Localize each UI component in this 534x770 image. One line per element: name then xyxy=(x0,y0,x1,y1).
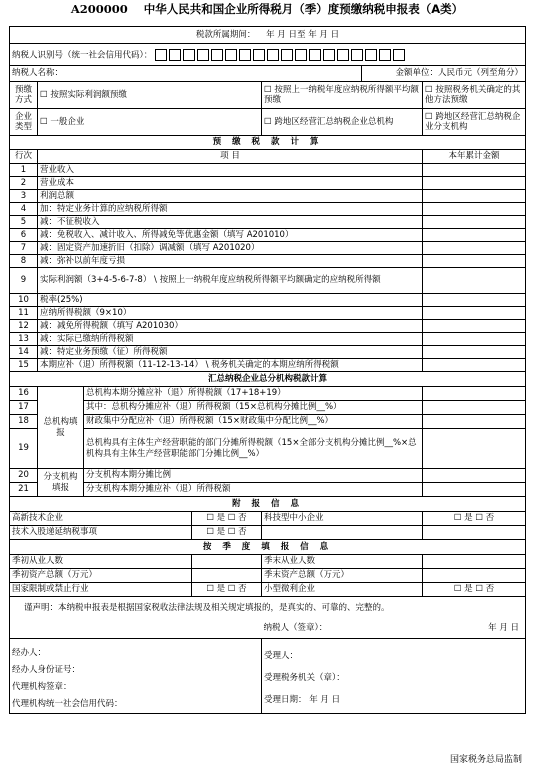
line-no: 3 xyxy=(10,190,38,203)
emp-begin-value[interactable] xyxy=(192,555,262,569)
tech-sme-label: 科技型中小企业 xyxy=(262,512,423,526)
quarterly-row-2 xyxy=(10,569,526,583)
quarterly-row-3 xyxy=(10,583,526,597)
enterprise-type-label: 企业类型 xyxy=(10,109,38,136)
line-row xyxy=(10,177,526,190)
period-label: 税款所属期间： xyxy=(195,29,256,40)
assets-begin-label: 季初资产总额（万元） xyxy=(10,569,192,583)
line-no: 14 xyxy=(10,346,38,359)
line-label: 减：减免所得税额（填写 A201030） xyxy=(38,320,423,333)
tech-sme-choice[interactable]: ☐ 是 ☐ 否 xyxy=(423,512,526,526)
line-amount[interactable] xyxy=(423,307,526,320)
line-label: 应纳所得税额（9×10） xyxy=(38,307,423,320)
restricted-label: 国家限制或禁止行业 xyxy=(10,583,192,597)
prepay-method-option-2[interactable]: ☐ 按照上一纳税年度应纳税所得额平均额预缴 xyxy=(262,82,423,109)
line-label: 其中：总机构分摊应补（退）所得税额（15×总机构分摊比例__%） xyxy=(84,401,423,415)
empty-cell xyxy=(423,526,526,540)
emp-end-label: 季末从业人数 xyxy=(262,555,423,569)
line-no: 18 xyxy=(10,415,38,429)
line-row xyxy=(10,190,526,203)
header-cumulative: 本年累计金额 xyxy=(423,150,526,164)
attached-row-1 xyxy=(10,512,526,526)
line-amount[interactable] xyxy=(423,229,526,242)
line-row xyxy=(10,320,526,333)
line-no: 1 xyxy=(10,164,38,177)
header-row-no: 行次 xyxy=(10,150,38,164)
agency-code-label[interactable]: 代理机构统一社会信用代码： xyxy=(12,699,123,709)
line-no: 15 xyxy=(10,359,38,372)
line-row xyxy=(10,359,526,372)
summary-row xyxy=(10,483,526,497)
line-amount[interactable] xyxy=(423,469,526,483)
line-no: 12 xyxy=(10,320,38,333)
line-amount[interactable] xyxy=(423,268,526,294)
small-profit-choice[interactable]: ☐ 是 ☐ 否 xyxy=(423,583,526,597)
receive-date-label[interactable]: 受理日期： 年 月 日 xyxy=(264,695,341,705)
taxpayer-id-cell[interactable] xyxy=(10,44,526,66)
line-no: 11 xyxy=(10,307,38,320)
line-amount[interactable] xyxy=(423,333,526,346)
enterprise-type-option-3[interactable]: ☐ 跨地区经营汇总纳税企业分支机构 xyxy=(423,109,526,136)
empty-cell xyxy=(10,619,262,639)
line-label: 本期应补（退）所得税额（11-12-13-14） \ 税务机关确定的本期应纳所得税额 xyxy=(38,359,423,372)
taxpayer-name-label: 纳税人名称： xyxy=(12,68,64,79)
line-amount[interactable] xyxy=(423,294,526,307)
agent-block xyxy=(10,639,262,714)
summary-row xyxy=(10,415,526,429)
high-tech-label: 高新技术企业 xyxy=(10,512,192,526)
enterprise-type-row xyxy=(10,109,526,136)
line-amount[interactable] xyxy=(423,483,526,497)
column-header-row xyxy=(10,150,526,164)
line-amount[interactable] xyxy=(423,429,526,469)
line-no: 6 xyxy=(10,229,38,242)
prepay-method-row xyxy=(10,82,526,109)
agency-seal-label[interactable]: 代理机构签章： xyxy=(12,682,72,692)
line-row xyxy=(10,164,526,177)
supervisor-footer: 国家税务总局监制 xyxy=(449,755,522,765)
signature-label[interactable]: 纳税人（签章）： xyxy=(262,619,423,639)
line-label: 减：固定资产加速折旧（扣除）调减额（填写 A201020） xyxy=(38,242,423,255)
enterprise-type-option-1[interactable]: ☐ 一般企业 xyxy=(38,109,262,136)
declaration-row xyxy=(10,597,526,619)
taxpayer-name-row xyxy=(10,66,526,82)
prepay-method-option-1[interactable]: ☐ 按照实际利润额预缴 xyxy=(38,82,262,109)
line-amount[interactable] xyxy=(423,415,526,429)
summary-row xyxy=(10,429,526,469)
receiver-label[interactable]: 受理人： xyxy=(264,651,299,661)
emp-begin-label: 季初从业人数 xyxy=(10,555,192,569)
line-no: 13 xyxy=(10,333,38,346)
signature-date: 年 月 日 xyxy=(423,619,526,639)
high-tech-choice[interactable]: ☐ 是 ☐ 否 xyxy=(192,512,262,526)
line-label: 减：免税收入、减计收入、所得减免等优惠金额（填写 A201010） xyxy=(38,229,423,242)
line-amount[interactable] xyxy=(423,387,526,401)
line-row xyxy=(10,268,526,294)
line-label: 总机构本期分摊应补（退）所得税额（17+18+19） xyxy=(84,387,423,401)
branch-fill-label: 分支机构填报 xyxy=(38,469,84,497)
form-title-text: 中华人民共和国企业所得税月（季）度预缴纳税申报表（A类） xyxy=(143,2,464,16)
tax-form-table xyxy=(9,26,526,714)
signature-row xyxy=(10,619,526,639)
line-amount[interactable] xyxy=(423,190,526,203)
line-row xyxy=(10,294,526,307)
section-summary-title: 汇总纳税企业总分机构税款计算 xyxy=(10,372,526,387)
line-amount[interactable] xyxy=(423,401,526,415)
line-label: 分支机构本期分摊比例 xyxy=(84,469,423,483)
line-amount[interactable] xyxy=(423,346,526,359)
emp-end-value[interactable] xyxy=(423,555,526,569)
period-cell[interactable] xyxy=(10,27,526,44)
line-no: 19 xyxy=(10,429,38,469)
line-label: 营业收入 xyxy=(38,164,423,177)
summary-row xyxy=(10,401,526,415)
section-prepay xyxy=(10,136,526,150)
currency-label: 金额单位：人民币元（列至角分） xyxy=(395,68,524,79)
line-label: 减：不征税收入 xyxy=(38,216,423,229)
line-no: 17 xyxy=(10,401,38,415)
section-quarterly xyxy=(10,540,526,555)
prepay-method-label: 预缴方式 xyxy=(10,82,38,109)
form-code: A200000 xyxy=(70,2,128,16)
assets-begin-value[interactable] xyxy=(192,569,262,583)
line-label: 税率(25%) xyxy=(38,294,423,307)
line-no: 20 xyxy=(10,469,38,483)
line-label: 财政集中分配应补（退）所得税额（15×财政集中分配比例__%） xyxy=(84,415,423,429)
line-no: 10 xyxy=(10,294,38,307)
assets-end-label: 季末资产总额（万元） xyxy=(262,569,423,583)
line-amount[interactable] xyxy=(423,255,526,268)
prepay-method-option-3[interactable]: ☐ 按照税务机关确定的其他方法预缴 xyxy=(423,82,526,109)
period-value: 年 月 日至 年 月 日 xyxy=(266,29,340,40)
line-label: 实际利润额（3+4-5-6-7-8） \ 按照上一纳税年度应纳税所得额平均额确定的应纳税所得额 xyxy=(38,268,423,294)
empty-cell xyxy=(262,526,423,540)
small-profit-label: 小型微利企业 xyxy=(262,583,423,597)
line-amount[interactable] xyxy=(423,216,526,229)
period-row xyxy=(10,27,526,44)
attached-row-2 xyxy=(10,526,526,540)
tax-office-label[interactable]: 受理税务机关（章）： xyxy=(264,673,345,683)
taxpayer-id-boxes[interactable] xyxy=(155,49,405,61)
line-no: 7 xyxy=(10,242,38,255)
hq-fill-label: 总机构填报 xyxy=(38,387,84,469)
line-row xyxy=(10,255,526,268)
currency-cell xyxy=(362,66,526,82)
taxpayer-id-row xyxy=(10,44,526,66)
agent-receiver-row xyxy=(10,639,526,714)
line-row xyxy=(10,307,526,320)
line-amount[interactable] xyxy=(423,320,526,333)
line-no: 4 xyxy=(10,203,38,216)
line-no: 16 xyxy=(10,387,38,401)
line-amount[interactable] xyxy=(423,164,526,177)
section-summary xyxy=(10,372,526,387)
line-no: 2 xyxy=(10,177,38,190)
summary-row xyxy=(10,469,526,483)
quarterly-row-1 xyxy=(10,555,526,569)
form-title xyxy=(0,3,534,21)
handler-id-label[interactable]: 经办人身份证号： xyxy=(12,665,81,675)
declaration-text: 谨声明：本纳税申报表是根据国家税收法律法规及相关规定填报的，是真实的、可靠的、完整的。 xyxy=(10,597,526,619)
tech-deferral-choice[interactable]: ☐ 是 ☐ 否 xyxy=(192,526,262,540)
line-row xyxy=(10,346,526,359)
line-label: 利润总额 xyxy=(38,190,423,203)
line-no: 21 xyxy=(10,483,38,497)
line-row xyxy=(10,216,526,229)
restricted-choice[interactable]: ☐ 是 ☐ 否 xyxy=(192,583,262,597)
line-amount[interactable] xyxy=(423,203,526,216)
line-label: 总机构具有主体生产经营职能的部门分摊所得税额（15×全部分支机构分摊比例__%×总机构具有主体生产经营职能部门分摊比例__%） xyxy=(84,429,423,469)
header-item: 项 目 xyxy=(38,150,423,164)
line-label: 加：特定业务计算的应纳税所得额 xyxy=(38,203,423,216)
line-label: 分支机构本期分摊应补（退）所得税额 xyxy=(84,483,423,497)
handler-label[interactable]: 经办人： xyxy=(12,648,47,658)
line-amount[interactable] xyxy=(423,359,526,372)
line-row xyxy=(10,203,526,216)
tech-deferral-label: 技术入股递延纳税事项 xyxy=(10,526,192,540)
line-amount[interactable] xyxy=(423,242,526,255)
line-no: 5 xyxy=(10,216,38,229)
section-attached xyxy=(10,497,526,512)
line-row xyxy=(10,242,526,255)
line-row xyxy=(10,333,526,346)
enterprise-type-option-2[interactable]: ☐ 跨地区经营汇总纳税企业总机构 xyxy=(262,109,423,136)
receiver-block xyxy=(262,639,526,714)
assets-end-value[interactable] xyxy=(423,569,526,583)
line-label: 减：特定业务预缴（征）所得税额 xyxy=(38,346,423,359)
line-no: 9 xyxy=(10,268,38,294)
line-label: 减：弥补以前年度亏损 xyxy=(38,255,423,268)
line-label: 减：实际已缴纳所得税额 xyxy=(38,333,423,346)
section-attached-title: 附 报 信 息 xyxy=(10,497,526,512)
line-amount[interactable] xyxy=(423,177,526,190)
line-no: 8 xyxy=(10,255,38,268)
summary-row xyxy=(10,387,526,401)
taxpayer-id-label: 纳税人识别号（统一社会信用代码）： xyxy=(12,50,153,60)
section-quarterly-title: 按 季 度 填 报 信 息 xyxy=(10,540,526,555)
line-label: 营业成本 xyxy=(38,177,423,190)
section-prepay-title: 预 缴 税 款 计 算 xyxy=(10,136,526,150)
line-row xyxy=(10,229,526,242)
taxpayer-name-cell[interactable] xyxy=(10,66,362,82)
